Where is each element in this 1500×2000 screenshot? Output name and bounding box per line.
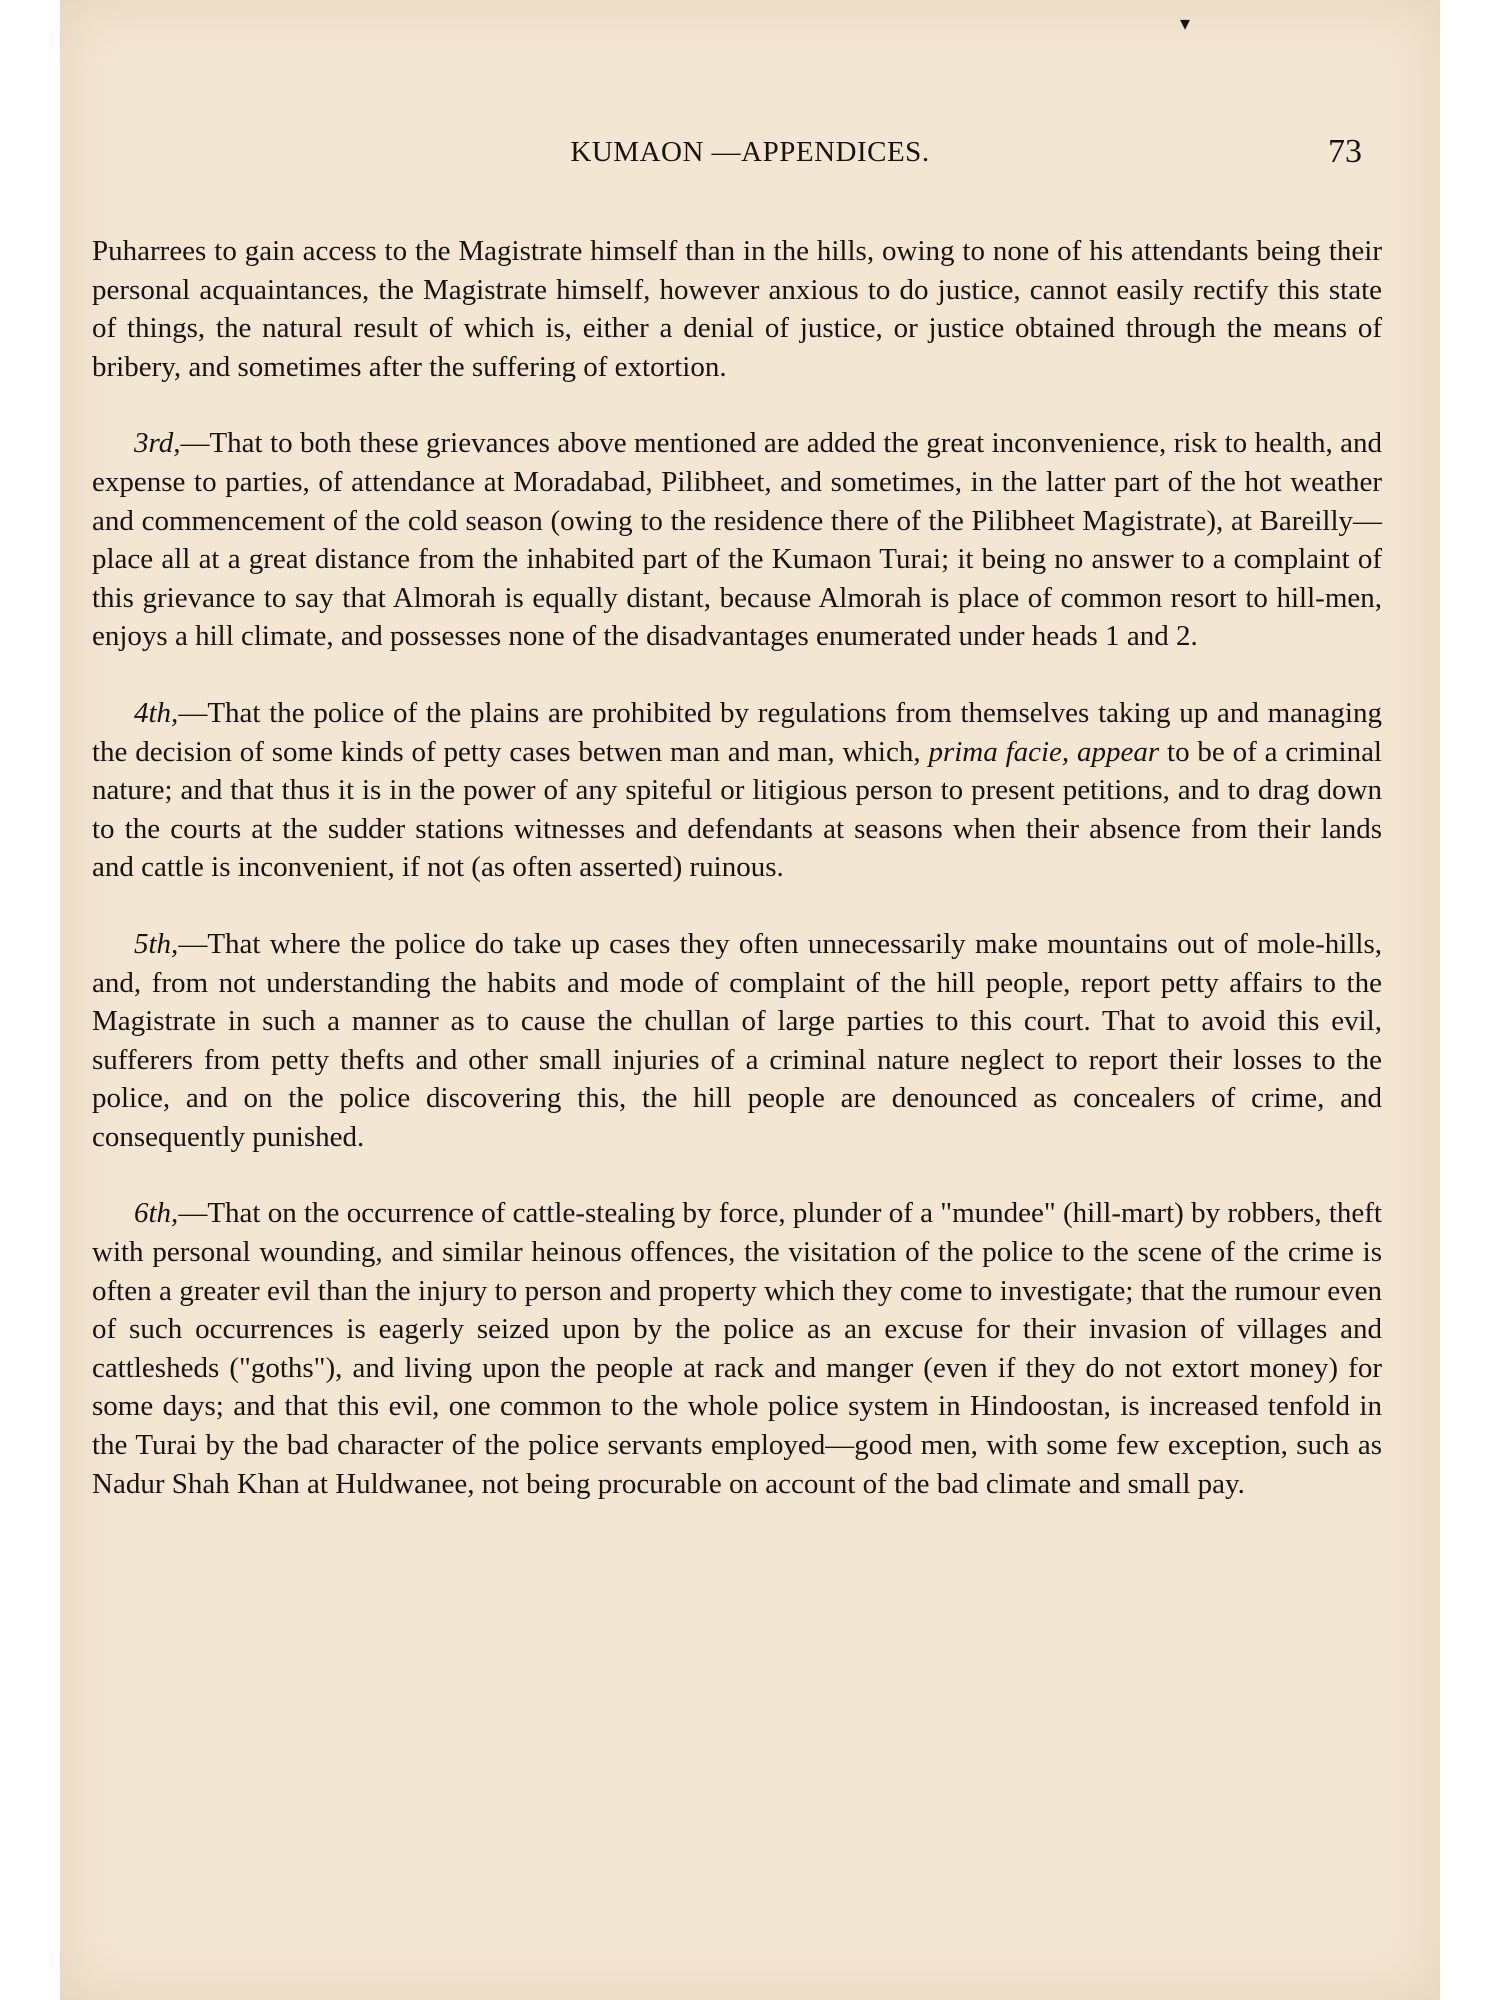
paragraph-text: Puharrees to gain access to the Magistrate himself than in the hills, owing to none of his attendants being their personal acquaintances, the Magistrate himself, however anxious to do justice, cannot easily rectify this state of things, the natural result of which is, either a denial of justice, or justice obtained through the means of bribery, and sometimes after the suffering of extortion. [92, 235, 1382, 383]
top-ink-mark: ▾ [1180, 13, 1191, 35]
paragraph-emphasis: prima facie, appear [928, 735, 1160, 768]
paragraph-4th [92, 694, 1382, 887]
paragraph-text: —That on the occurrence of cattle-stealing by force, plunder of a "mundee" (hill-mart) by robbers, theft with personal wounding, and similar heinous offences, the visitation of the police to the scene of the crime is often a greater evil than the injury to person and property which they come to investigate; that the rumour even of such occurrences is eagerly seized upon by the police as an excuse for their invasion of villages and cattlesheds ("goths"), and living upon the people at rack and manger (even if they do not extort money) for some days; and that this evil, one common to the whole police system in Hindoostan, is increased tenfold in the Turai by the bad character of the police servants employed—good men, with some few exception, such as Nadur Shah Khan at Huldwanee, not being procurable on account of the bad climate and small pay. [92, 1197, 1382, 1500]
page-number: 73 [1328, 133, 1362, 170]
document-page [60, 0, 1440, 2000]
paragraph-text: —That the police of the plains are prohibited by regulations from themselves taking up and managing the decision of some kinds of petty cases betwen man and man, which, [92, 696, 1382, 768]
paragraph-lead: 4th, [134, 696, 179, 729]
paragraph-3rd [92, 424, 1382, 656]
paragraph-text: —That to both these grievances above mentioned are added the great inconvenience, risk to health, and expense to parties, of attendance at Moradabad, Pilibheet, and sometimes, in the latter part of the hot weather and commencement of the cold season (owing to the residence there of the Pilibheet Magistrate), at Bareilly—place all at a great distance from the inhabited part of the Kumaon Turai; it being no answer to a complaint of this grievance to say that Almorah is equally distant, because Almorah is place of common resort to hill-men, enjoys a hill climate, and possesses none of the disadvantages enumerated under heads 1 and 2. [92, 427, 1382, 653]
page-body [92, 232, 1382, 1541]
paragraph-lead: 3rd, [134, 427, 181, 460]
paragraph-lead: 5th, [134, 927, 179, 960]
paragraph-text: to be of a criminal nature; and that thus it is in the power of any spiteful or litigious person to present petitions, and to drag down to the courts at the sudder stations witnesses and defendants at seasons when their absence from their lands and cattle is inconvenient, if not (as often asserted) ruinous. [92, 735, 1382, 884]
paragraph-lead: 6th, [134, 1197, 179, 1230]
page-header [60, 132, 1380, 172]
paragraph-6th [92, 1194, 1382, 1503]
paragraph-continued [92, 232, 1382, 386]
paragraph-5th [92, 925, 1382, 1157]
running-head: KUMAON —APPENDICES. [570, 136, 930, 168]
paragraph-text: —That where the police do take up cases they often unnecessarily make mountains out of mole-hills, and, from not understanding the habits and mode of complaint of the hill people, report petty affairs to the Magistrate in such a manner as to cause the chullan of large parties to this court. That to avoid this evil, sufferers from petty thefts and other small injuries of a criminal nature neglect to report their losses to the police, and on the police discovering this, the hill people are denounced as concealers of crime, and consequently punished. [92, 927, 1382, 1153]
